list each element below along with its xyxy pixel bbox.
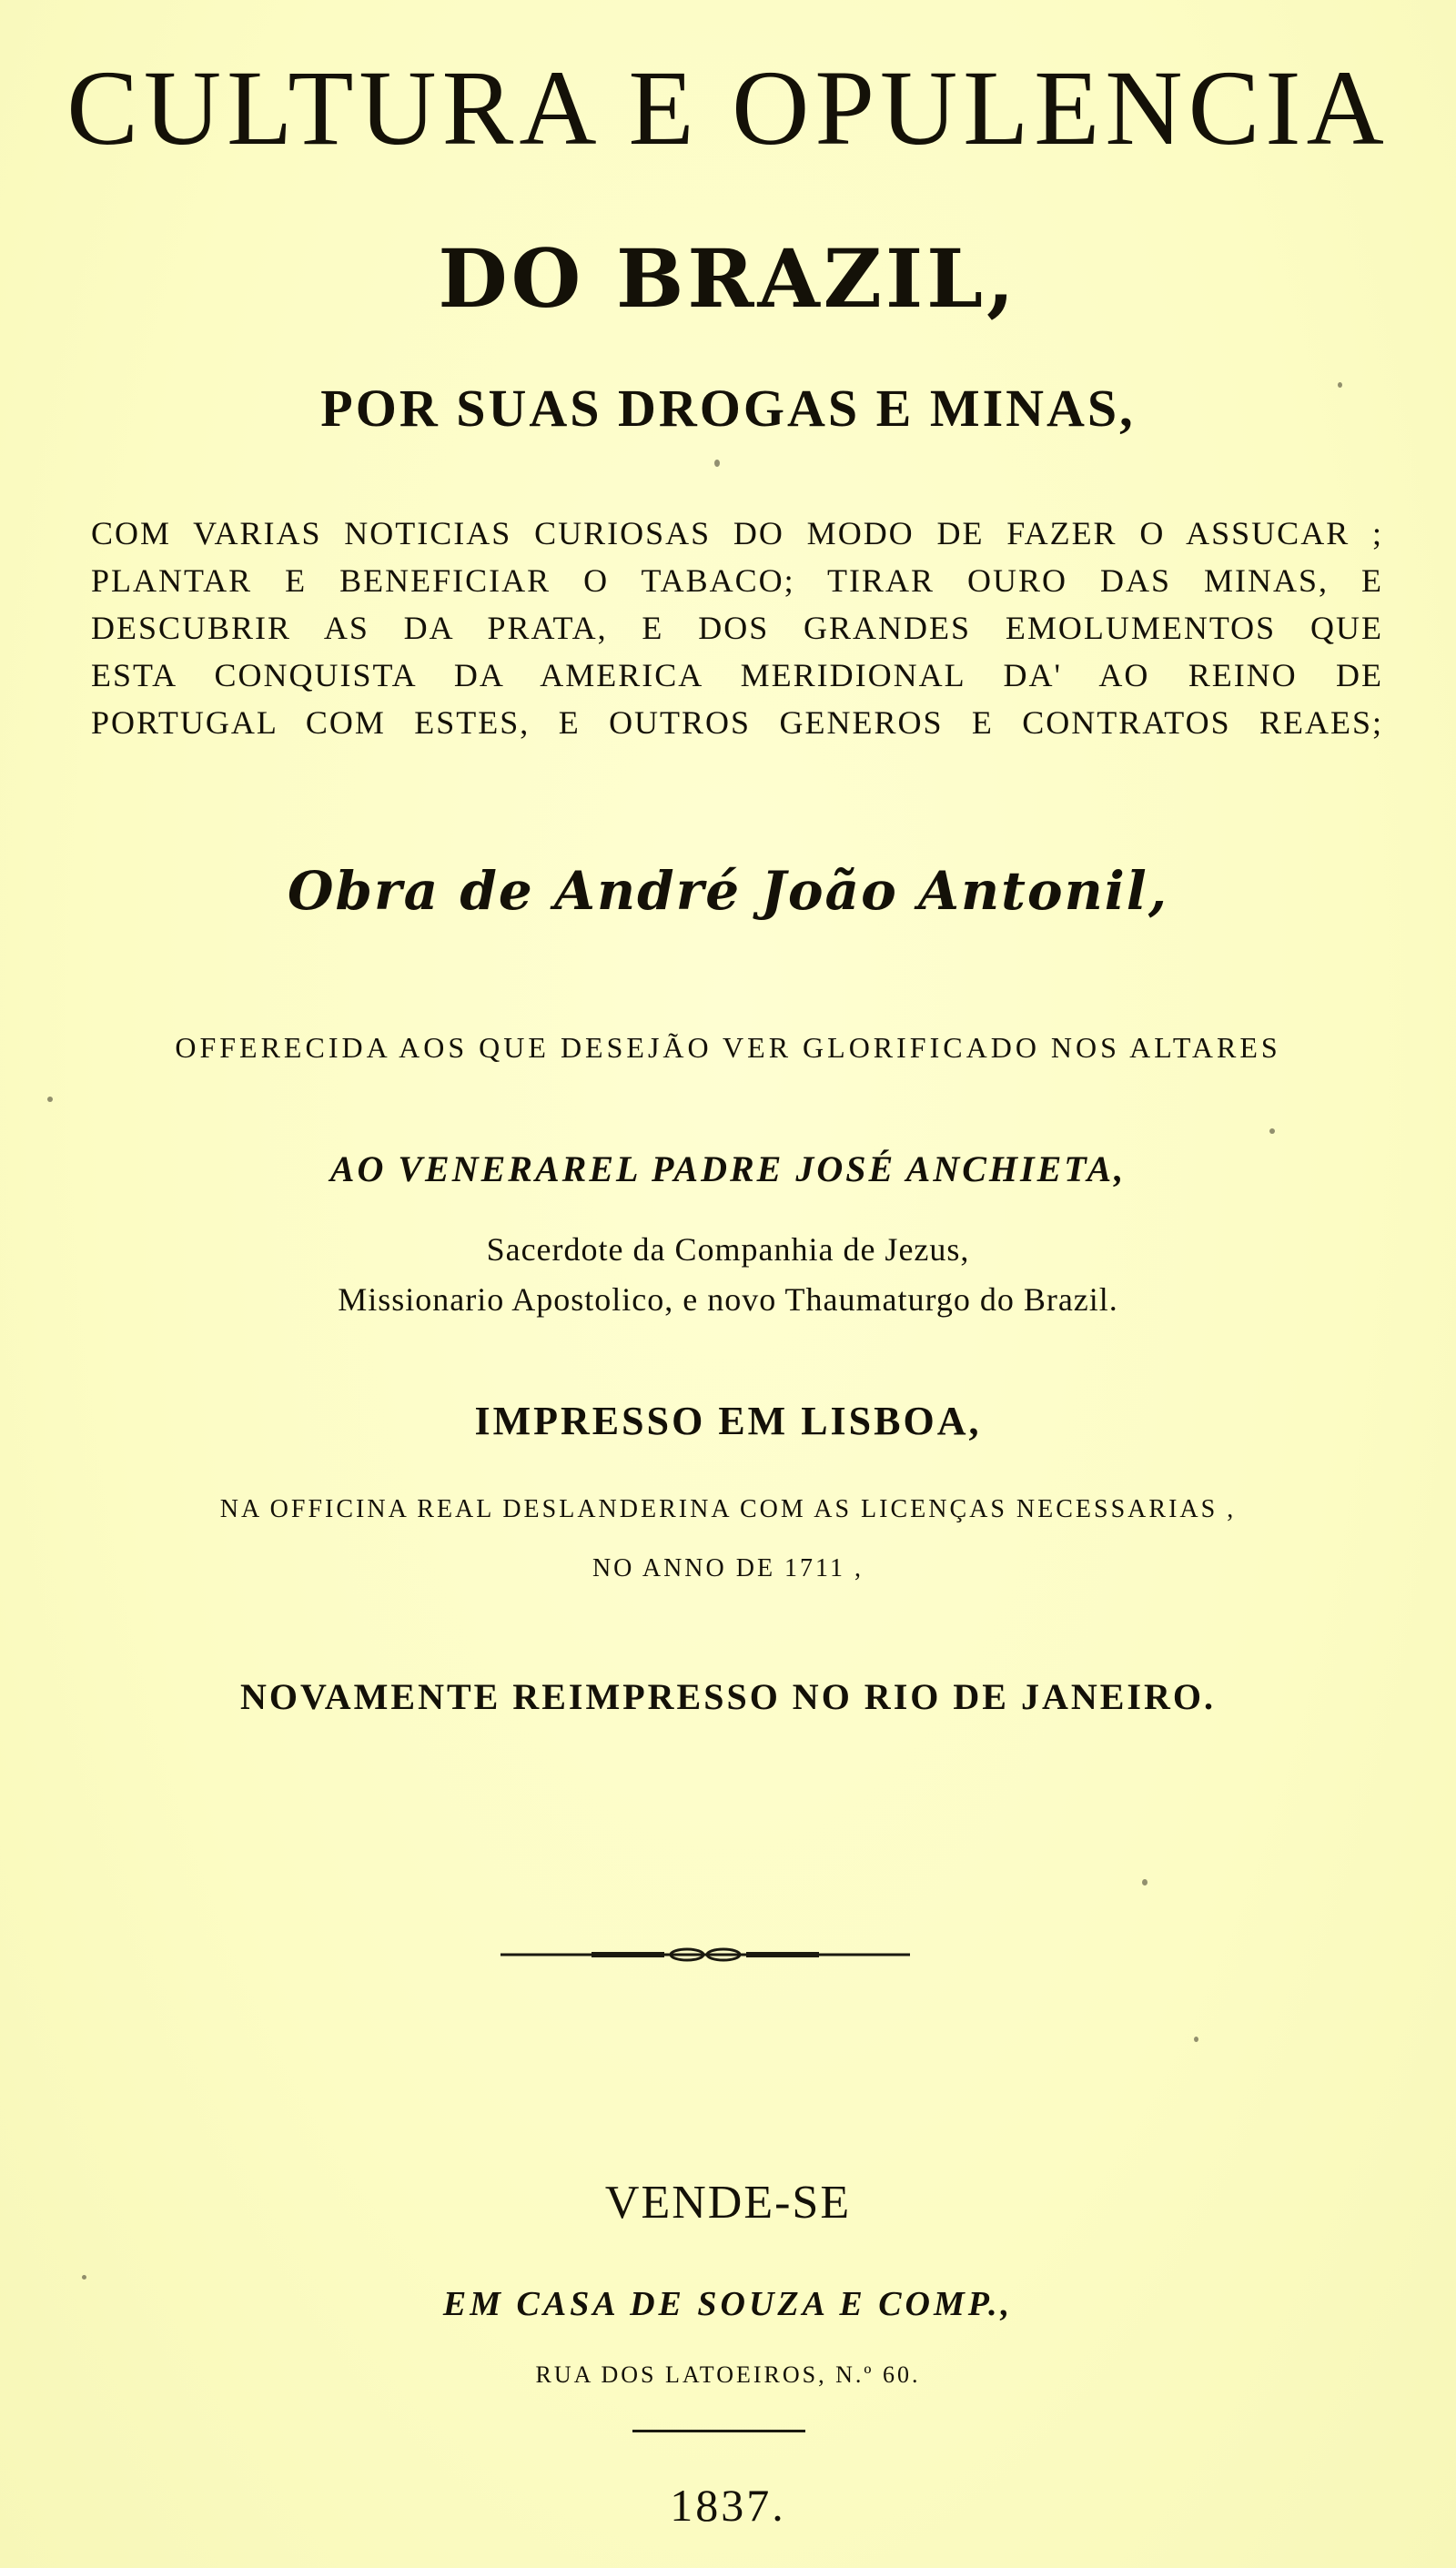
description-line: PORTUGAL COM ESTES, E OUTROS GENEROS E CONTRATOS REAES; xyxy=(91,704,1383,741)
reprint-line: NOVAMENTE REIMPRESSO NO RIO DE JANEIRO. xyxy=(240,1676,1216,1717)
sale-heading: VENDE-SE xyxy=(604,2177,852,2229)
paper-speck xyxy=(1194,2037,1198,2042)
description-line: DESCUBRIR AS DA PRATA, E DOS GRANDES EMOLUMENTOS QUE xyxy=(91,610,1383,646)
description-line: ESTA CONQUISTA DA AMERICA MERIDIONAL DA' AO REINO DE xyxy=(91,657,1383,693)
paper-speck xyxy=(714,460,720,467)
paper-speck xyxy=(47,1097,53,1102)
seller-address: RUA DOS LATOEIROS, N.º 60. xyxy=(535,2361,921,2388)
divider-rule xyxy=(632,2430,805,2432)
paper-speck xyxy=(1338,382,1342,388)
description-line: PLANTAR E BENEFICIAR O TABACO; TIRAR OURO DAS MINAS, E xyxy=(91,562,1383,599)
imprint-year: NO ANNO DE 1711 , xyxy=(592,1554,864,1582)
paper-speck xyxy=(82,2275,86,2280)
book-subtitle: POR SUAS DROGAS E MINAS, xyxy=(320,379,1136,438)
book-title: CULTURA E OPULENCIA xyxy=(66,48,1390,167)
imprint-place: IMPRESSO EM LISBOA, xyxy=(474,1399,982,1443)
author-line: Obra de André João Antonil, xyxy=(287,860,1169,922)
book-title-sub: DO BRAZIL, xyxy=(438,231,1018,326)
paper-speck xyxy=(1269,1128,1275,1134)
description-line: COM VARIAS NOTICIAS CURIOSAS DO MODO DE FAZER O ASSUCAR ; xyxy=(91,515,1383,551)
seller-line: EM CASA DE SOUZA E COMP., xyxy=(442,2285,1014,2323)
ornament-rule xyxy=(500,1947,910,1962)
imprint-printer: NA OFFICINA REAL DESLANDERINA COM AS LICENÇAS NECESSARIAS , xyxy=(219,1495,1237,1523)
paper-speck xyxy=(1142,1879,1148,1886)
dedicatee-line: AO VENERAREL PADRE JOSÉ ANCHIETA, xyxy=(329,1148,1127,1189)
description-paragraph xyxy=(91,510,1383,746)
dedicatee-description-2: Missionario Apostolico, e novo Thaumaturgo do Brazil. xyxy=(338,1281,1118,1318)
publication-date: 1837. xyxy=(670,2480,786,2531)
dedication-line: OFFERECIDA AOS QUE DESEJÃO VER GLORIFICADO NOS ALTARES xyxy=(175,1031,1281,1064)
dedicatee-description-1: Sacerdote da Companhia de Jezus, xyxy=(486,1231,970,1268)
